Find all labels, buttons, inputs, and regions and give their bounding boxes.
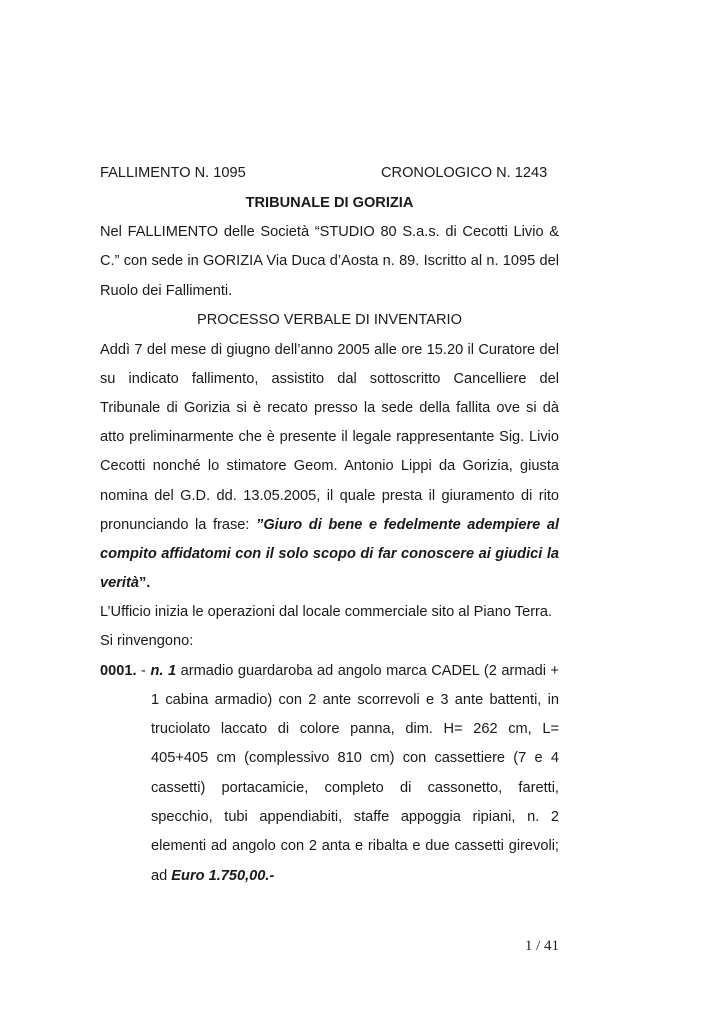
body-line-3: Tribunale di Gorizia si è recato presso la sede della fallita ove si dà [100, 400, 559, 416]
item-description-start: armadio guardaroba ad angolo marca CADEL (2 armadi + [176, 663, 560, 679]
oath-closing-quote: ”. [138, 575, 151, 591]
body-line-10: L’Ufficio inizia le operazioni dal locale commerciale sito al Piano Terra. [100, 604, 553, 620]
intro-line-1: Nel FALLIMENTO delle Società “STUDIO 80 S.a.s. di Cecotti Livio & [100, 224, 559, 240]
oath-quote-start: ”Giuro di bene e fedelmente adempiere al [256, 517, 560, 533]
intro-line-2: C.” con sede in GORIZIA Via Duca d’Aosta n. 89. Iscritto al n. 1095 del [100, 253, 559, 269]
item-line-8 [151, 866, 559, 886]
item-line-3: truciolato laccato di colore panna, dim. H= 262 cm, L= [151, 721, 559, 737]
item-line-6: specchio, tubi appendiabiti, staffe appoggia ripiani, n. 2 [151, 809, 559, 825]
item-price: Euro 1.750,00.- [171, 868, 275, 884]
item-dash: - [136, 663, 151, 679]
body-line-5: Cecotti nonché lo stimatore Geom. Antonio Lippi da Gorizia, giusta [100, 458, 559, 474]
item-line-5: cassetti) portacamicie, completo di cassonetto, faretti, [151, 780, 559, 796]
item-line-4: 405+405 cm (complessivo 810 cm) con cassettiere (7 e 4 [151, 750, 559, 766]
body-line-11: Si rinvengono: [100, 633, 194, 649]
item-number: 0001. [100, 663, 137, 679]
body-line-6: nomina del G.D. dd. 13.05.2005, il quale presta il giuramento di rito [100, 488, 559, 504]
verbale-title: PROCESSO VERBALE DI INVENTARIO [197, 312, 462, 328]
page-number: 1 / 41 [524, 938, 559, 954]
tribunale-heading: TRIBUNALE DI GORIZIA [245, 195, 414, 211]
item-line-1 [100, 661, 559, 681]
header-row [100, 163, 559, 183]
cronologico-number: CRONOLOGICO N. 1243 [381, 165, 548, 181]
oath-quote-end: verità [100, 575, 139, 591]
intro-line-3: Ruolo dei Fallimenti. [100, 283, 233, 299]
item-quantity: n. 1 [150, 663, 177, 679]
body-line-7 [100, 515, 559, 535]
body-line-4: atto preliminarmente che è presente il legale rappresentante Sig. Livio [100, 429, 559, 445]
item-price-prefix: ad [151, 868, 172, 884]
item-line-2: 1 cabina armadio) con 2 ante scorrevoli e 3 ante battenti, in [151, 692, 559, 708]
body-line-1: Addì 7 del mese di giugno dell’anno 2005 alle ore 15.20 il Curatore del [100, 342, 559, 358]
fallimento-number: FALLIMENTO N. 1095 [100, 165, 246, 181]
oath-quote-middle: compito affidatomi con il solo scopo di far conoscere ai giudici la [100, 546, 559, 562]
body-line-2: su indicato fallimento, assistito dal sottoscritto Cancelliere del [100, 371, 559, 387]
oath-intro: pronunciando la frase: [100, 517, 257, 533]
item-line-7: elementi ad angolo con 2 anta e ribalta e due cassetti girevoli; [151, 838, 559, 854]
body-line-9 [100, 573, 559, 593]
